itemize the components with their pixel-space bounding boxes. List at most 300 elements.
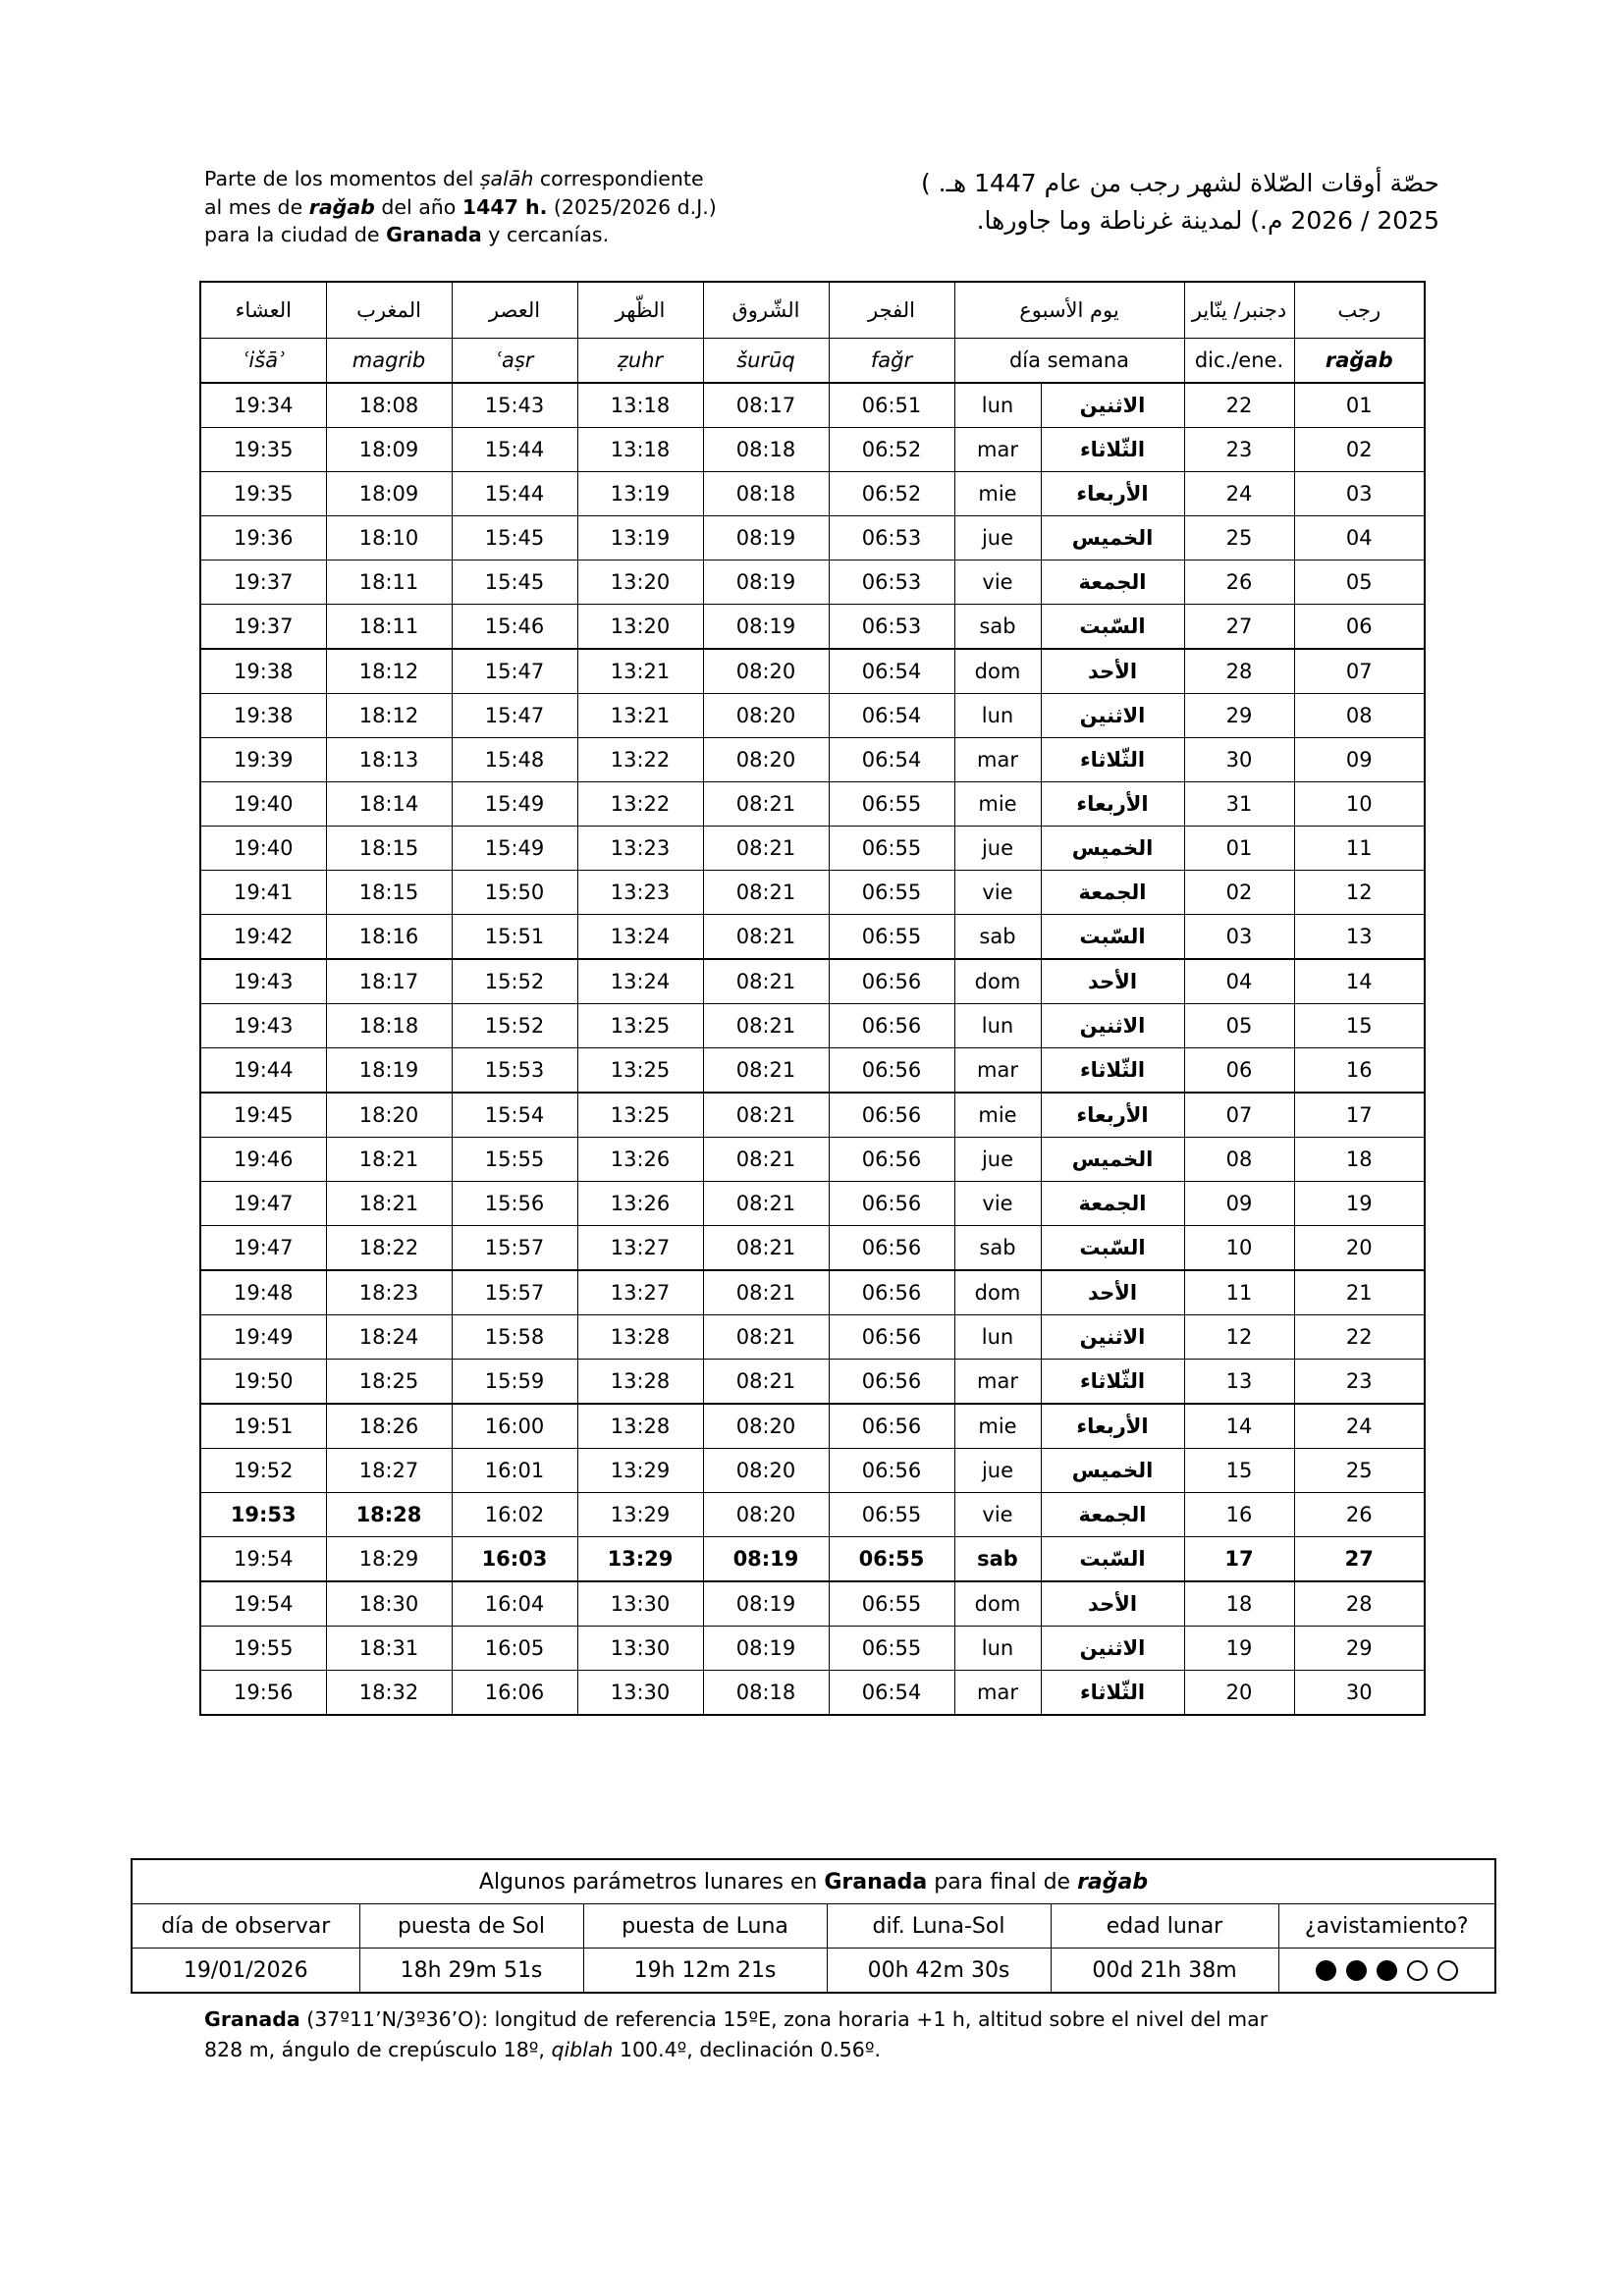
- cell-shuruq: 08:19: [703, 1537, 829, 1582]
- cell-fajr: 06:56: [829, 1004, 954, 1048]
- cell-hijri-date: 21: [1294, 1270, 1425, 1315]
- cell-shuruq: 08:21: [703, 959, 829, 1004]
- cell-magrib: 18:12: [326, 694, 452, 738]
- cell-fajr: 06:56: [829, 1182, 954, 1226]
- cell-gregorian-date: 06: [1184, 1048, 1294, 1094]
- cell-isha: 19:38: [200, 649, 326, 694]
- cell-arabic-day: الاثنين: [1041, 383, 1184, 428]
- visibility-dot-empty: [1437, 1960, 1458, 1981]
- cell-asr: 15:45: [452, 561, 577, 605]
- cell-dia-semana: jue: [954, 827, 1041, 871]
- cell-fajr: 06:54: [829, 694, 954, 738]
- cell-zuhr: 13:24: [577, 915, 703, 960]
- cell-shuruq: 08:20: [703, 649, 829, 694]
- cell-isha: 19:34: [200, 383, 326, 428]
- table-row: [200, 1493, 1425, 1537]
- month-name-rajab: raǧab: [308, 194, 375, 219]
- lunar-header-moon-age: edad lunar: [1051, 1904, 1278, 1949]
- lunar-value-row: [132, 1949, 1495, 1994]
- cell-zuhr: 13:18: [577, 428, 703, 472]
- cell-shuruq: 08:21: [703, 1182, 829, 1226]
- cell-hijri-date: 16: [1294, 1048, 1425, 1094]
- cell-arabic-day: الثّلاثاء: [1041, 1360, 1184, 1405]
- cell-fajr: 06:56: [829, 1404, 954, 1449]
- header-translit-shuruq: šurūq: [703, 339, 829, 384]
- header-translit-dia-semana: día semana: [954, 339, 1184, 384]
- lunar-value-sunset: 18h 29m 51s: [359, 1949, 583, 1994]
- cell-shuruq: 08:20: [703, 1449, 829, 1493]
- lunar-header-visibility: ¿avistamiento?: [1278, 1904, 1495, 1949]
- cell-isha: 19:51: [200, 1404, 326, 1449]
- header-translit-magrib: magrib: [326, 339, 452, 384]
- header-arabic-fajr: الفجر: [829, 282, 954, 339]
- cell-magrib: 18:21: [326, 1138, 452, 1182]
- cell-gregorian-date: 18: [1184, 1581, 1294, 1627]
- cell-hijri-date: 29: [1294, 1627, 1425, 1671]
- cell-isha: 19:53: [200, 1493, 326, 1537]
- cell-zuhr: 13:29: [577, 1449, 703, 1493]
- cell-arabic-day: الاثنين: [1041, 694, 1184, 738]
- cell-zuhr: 13:30: [577, 1671, 703, 1716]
- cell-gregorian-date: 22: [1184, 383, 1294, 428]
- cell-magrib: 18:09: [326, 428, 452, 472]
- cell-dia-semana: sab: [954, 915, 1041, 960]
- lunar-parameters-table: [131, 1858, 1496, 1994]
- cell-arabic-day: الأحد: [1041, 1270, 1184, 1315]
- footer-city: Granada: [204, 2007, 300, 2031]
- cell-zuhr: 13:24: [577, 959, 703, 1004]
- cell-zuhr: 13:29: [577, 1493, 703, 1537]
- cell-gregorian-date: 31: [1184, 782, 1294, 827]
- lunar-value-moon-sun-diff: 00h 42m 30s: [827, 1949, 1051, 1994]
- table-row: [200, 1404, 1425, 1449]
- cell-arabic-day: الخميس: [1041, 1138, 1184, 1182]
- cell-arabic-day: الثّلاثاء: [1041, 1671, 1184, 1716]
- cell-magrib: 18:26: [326, 1404, 452, 1449]
- cell-dia-semana: vie: [954, 1182, 1041, 1226]
- cell-gregorian-date: 26: [1184, 561, 1294, 605]
- cell-zuhr: 13:30: [577, 1627, 703, 1671]
- cell-fajr: 06:52: [829, 472, 954, 516]
- cell-hijri-date: 07: [1294, 649, 1425, 694]
- cell-dia-semana: dom: [954, 1581, 1041, 1627]
- cell-arabic-day: الأحد: [1041, 959, 1184, 1004]
- lunar-title-row: [132, 1859, 1495, 1904]
- header-translit-asr: ʿaṣr: [452, 339, 577, 384]
- cell-zuhr: 13:20: [577, 605, 703, 650]
- cell-dia-semana: mar: [954, 1360, 1041, 1405]
- cell-dia-semana: dom: [954, 1270, 1041, 1315]
- lunar-title-city: Granada: [824, 1869, 928, 1895]
- cell-shuruq: 08:21: [703, 782, 829, 827]
- cell-fajr: 06:56: [829, 1270, 954, 1315]
- cell-isha: 19:43: [200, 959, 326, 1004]
- cell-asr: 16:02: [452, 1493, 577, 1537]
- cell-isha: 19:45: [200, 1093, 326, 1138]
- lunar-parameters-container: [131, 1858, 1494, 1994]
- cell-gregorian-date: 23: [1184, 428, 1294, 472]
- cell-asr: 15:43: [452, 383, 577, 428]
- hijri-year: 1447 h.: [461, 194, 548, 219]
- cell-shuruq: 08:18: [703, 472, 829, 516]
- cell-gregorian-date: 04: [1184, 959, 1294, 1004]
- cell-zuhr: 13:28: [577, 1360, 703, 1405]
- cell-asr: 15:49: [452, 827, 577, 871]
- lunar-title-text-2: para final de: [927, 1869, 1078, 1895]
- lunar-title-month: raǧab: [1077, 1869, 1149, 1895]
- cell-fajr: 06:56: [829, 959, 954, 1004]
- cell-shuruq: 08:19: [703, 605, 829, 650]
- cell-shuruq: 08:21: [703, 1315, 829, 1360]
- cell-magrib: 18:20: [326, 1093, 452, 1138]
- table-row: [200, 1360, 1425, 1405]
- cell-hijri-date: 24: [1294, 1404, 1425, 1449]
- cell-magrib: 18:22: [326, 1226, 452, 1271]
- header-arabic-isha: العشاء: [200, 282, 326, 339]
- cell-gregorian-date: 16: [1184, 1493, 1294, 1537]
- cell-asr: 15:57: [452, 1226, 577, 1271]
- cell-magrib: 18:14: [326, 782, 452, 827]
- table-row: [200, 1449, 1425, 1493]
- salah-term: ṣalāh: [479, 167, 534, 190]
- cell-asr: 15:51: [452, 915, 577, 960]
- cell-fajr: 06:51: [829, 383, 954, 428]
- cell-gregorian-date: 13: [1184, 1360, 1294, 1405]
- cell-fajr: 06:54: [829, 649, 954, 694]
- cell-hijri-date: 27: [1294, 1537, 1425, 1582]
- cell-gregorian-date: 14: [1184, 1404, 1294, 1449]
- header-arabic-arabic-day: يوم الأسبوع: [954, 282, 1184, 339]
- cell-magrib: 18:19: [326, 1048, 452, 1094]
- cell-asr: 15:52: [452, 959, 577, 1004]
- cell-magrib: 18:16: [326, 915, 452, 960]
- cell-isha: 19:56: [200, 1671, 326, 1716]
- cell-magrib: 18:08: [326, 383, 452, 428]
- cell-hijri-date: 20: [1294, 1226, 1425, 1271]
- cell-magrib: 18:32: [326, 1671, 452, 1716]
- cell-magrib: 18:13: [326, 738, 452, 782]
- cell-fajr: 06:55: [829, 871, 954, 915]
- cell-fajr: 06:56: [829, 1449, 954, 1493]
- table-header-row-arabic: [200, 282, 1425, 339]
- cell-isha: 19:50: [200, 1360, 326, 1405]
- cell-dia-semana: jue: [954, 1138, 1041, 1182]
- cell-zuhr: 13:27: [577, 1226, 703, 1271]
- cell-hijri-date: 12: [1294, 871, 1425, 915]
- cell-arabic-day: الأحد: [1041, 1581, 1184, 1627]
- cell-shuruq: 08:19: [703, 1627, 829, 1671]
- cell-gregorian-date: 20: [1184, 1671, 1294, 1716]
- cell-hijri-date: 11: [1294, 827, 1425, 871]
- intro-text-3: al mes de: [204, 194, 309, 219]
- cell-dia-semana: sab: [954, 1537, 1041, 1582]
- lunar-value-observation-day: 19/01/2026: [132, 1949, 359, 1994]
- cell-zuhr: 13:28: [577, 1404, 703, 1449]
- cell-zuhr: 13:22: [577, 738, 703, 782]
- cell-magrib: 18:15: [326, 827, 452, 871]
- cell-fajr: 06:56: [829, 1138, 954, 1182]
- intro-text-6: y cercanías.: [481, 223, 610, 246]
- cell-isha: 19:37: [200, 561, 326, 605]
- cell-hijri-date: 19: [1294, 1182, 1425, 1226]
- table-row: [200, 383, 1425, 428]
- cell-isha: 19:35: [200, 428, 326, 472]
- lunar-title-cell: [132, 1859, 1495, 1904]
- visibility-dot-filled: [1316, 1960, 1336, 1981]
- header-arabic-asr: العصر: [452, 282, 577, 339]
- prayer-times-table: [199, 281, 1426, 1716]
- cell-asr: 15:56: [452, 1182, 577, 1226]
- cell-magrib: 18:12: [326, 649, 452, 694]
- visibility-dot-filled: [1346, 1960, 1367, 1981]
- cell-asr: 15:45: [452, 516, 577, 561]
- header-translit-gregorian-date: dic./ene.: [1184, 339, 1294, 384]
- cell-dia-semana: mar: [954, 428, 1041, 472]
- cell-dia-semana: jue: [954, 516, 1041, 561]
- cell-dia-semana: mie: [954, 1404, 1041, 1449]
- lunar-header-observation-day: día de observar: [132, 1904, 359, 1949]
- cell-magrib: 18:25: [326, 1360, 452, 1405]
- cell-fajr: 06:56: [829, 1315, 954, 1360]
- cell-dia-semana: dom: [954, 959, 1041, 1004]
- cell-zuhr: 13:18: [577, 383, 703, 428]
- table-row: [200, 782, 1425, 827]
- cell-dia-semana: mie: [954, 782, 1041, 827]
- cell-zuhr: 13:30: [577, 1581, 703, 1627]
- header-arabic-zuhr: الظّهر: [577, 282, 703, 339]
- table-header-row-translit: [200, 339, 1425, 384]
- visibility-dot-empty: [1407, 1960, 1428, 1981]
- cell-gregorian-date: 10: [1184, 1226, 1294, 1271]
- intro-text-2: correspondiente: [533, 167, 704, 190]
- cell-arabic-day: الاثنين: [1041, 1627, 1184, 1671]
- cell-fajr: 06:55: [829, 1581, 954, 1627]
- cell-shuruq: 08:21: [703, 1048, 829, 1094]
- cell-dia-semana: mar: [954, 1048, 1041, 1094]
- cell-asr: 16:00: [452, 1404, 577, 1449]
- cell-hijri-date: 26: [1294, 1493, 1425, 1537]
- cell-fajr: 06:53: [829, 561, 954, 605]
- cell-arabic-day: الجمعة: [1041, 1493, 1184, 1537]
- cell-arabic-day: السّبت: [1041, 1537, 1184, 1582]
- cell-shuruq: 08:17: [703, 383, 829, 428]
- header-arabic-magrib: المغرب: [326, 282, 452, 339]
- cell-isha: 19:42: [200, 915, 326, 960]
- cell-fajr: 06:55: [829, 782, 954, 827]
- cell-shuruq: 08:21: [703, 1270, 829, 1315]
- header-translit-rajab: raǧab: [1294, 339, 1425, 384]
- cell-arabic-day: الثّلاثاء: [1041, 1048, 1184, 1094]
- lunar-header-moon-sun-diff: dif. Luna-Sol: [827, 1904, 1051, 1949]
- cell-arabic-day: الثّلاثاء: [1041, 428, 1184, 472]
- cell-zuhr: 13:26: [577, 1138, 703, 1182]
- cell-asr: 15:50: [452, 871, 577, 915]
- intro-spanish-line2: [204, 193, 833, 222]
- cell-asr: 15:55: [452, 1138, 577, 1182]
- cell-zuhr: 13:21: [577, 694, 703, 738]
- cell-arabic-day: الجمعة: [1041, 561, 1184, 605]
- cell-dia-semana: sab: [954, 605, 1041, 650]
- cell-dia-semana: mie: [954, 472, 1041, 516]
- cell-dia-semana: vie: [954, 1493, 1041, 1537]
- table-row: [200, 959, 1425, 1004]
- cell-dia-semana: vie: [954, 871, 1041, 915]
- cell-gregorian-date: 25: [1184, 516, 1294, 561]
- header-arabic-gregorian-date: دجنبر/ ينّاير: [1184, 282, 1294, 339]
- cell-arabic-day: الخميس: [1041, 827, 1184, 871]
- cell-gregorian-date: 15: [1184, 1449, 1294, 1493]
- cell-arabic-day: الاثنين: [1041, 1004, 1184, 1048]
- cell-magrib: 18:10: [326, 516, 452, 561]
- cell-arabic-day: الثّلاثاء: [1041, 738, 1184, 782]
- cell-asr: 15:48: [452, 738, 577, 782]
- intro-block: [0, 165, 1624, 273]
- footer-line2-a: 828 m, ángulo de crepúsculo 18º,: [204, 2038, 552, 2061]
- cell-hijri-date: 09: [1294, 738, 1425, 782]
- cell-magrib: 18:11: [326, 561, 452, 605]
- cell-arabic-day: الاثنين: [1041, 1315, 1184, 1360]
- cell-dia-semana: lun: [954, 1004, 1041, 1048]
- cell-gregorian-date: 01: [1184, 827, 1294, 871]
- cell-isha: 19:41: [200, 871, 326, 915]
- table-row: [200, 1270, 1425, 1315]
- cell-magrib: 18:31: [326, 1627, 452, 1671]
- header-arabic-shuruq: الشّروق: [703, 282, 829, 339]
- intro-text-5: para la ciudad de: [204, 223, 387, 246]
- lunar-header-moonset: puesta de Luna: [583, 1904, 827, 1949]
- cell-asr: 15:57: [452, 1270, 577, 1315]
- cell-zuhr: 13:25: [577, 1004, 703, 1048]
- lunar-header-row: [132, 1904, 1495, 1949]
- cell-fajr: 06:55: [829, 1537, 954, 1582]
- footer-notes: [204, 2004, 1471, 2065]
- cell-arabic-day: السّبت: [1041, 915, 1184, 960]
- cell-zuhr: 13:21: [577, 649, 703, 694]
- cell-dia-semana: lun: [954, 1315, 1041, 1360]
- cell-hijri-date: 01: [1294, 383, 1425, 428]
- table-row: [200, 738, 1425, 782]
- table-row: [200, 1537, 1425, 1582]
- lunar-value-moon-age: 00d 21h 38m: [1051, 1949, 1278, 1994]
- cell-hijri-date: 06: [1294, 605, 1425, 650]
- table-row: [200, 1581, 1425, 1627]
- cell-zuhr: 13:19: [577, 472, 703, 516]
- cell-shuruq: 08:19: [703, 1581, 829, 1627]
- cell-arabic-day: الخميس: [1041, 1449, 1184, 1493]
- cell-fajr: 06:53: [829, 516, 954, 561]
- cell-asr: 15:46: [452, 605, 577, 650]
- cell-shuruq: 08:20: [703, 1493, 829, 1537]
- table-row: [200, 1226, 1425, 1271]
- table-row: [200, 649, 1425, 694]
- cell-hijri-date: 04: [1294, 516, 1425, 561]
- cell-hijri-date: 08: [1294, 694, 1425, 738]
- cell-shuruq: 08:21: [703, 915, 829, 960]
- cell-zuhr: 13:29: [577, 1537, 703, 1582]
- cell-fajr: 06:55: [829, 915, 954, 960]
- cell-magrib: 18:23: [326, 1270, 452, 1315]
- cell-fajr: 06:54: [829, 738, 954, 782]
- table-row: [200, 1048, 1425, 1094]
- visibility-dots: [1311, 1958, 1463, 1982]
- intro-arabic-line1: حصّة أوقات الصّلاة لشهر رجب من عام 1447 هـ. ): [920, 169, 1439, 197]
- cell-gregorian-date: 09: [1184, 1182, 1294, 1226]
- cell-isha: 19:39: [200, 738, 326, 782]
- cell-shuruq: 08:21: [703, 1360, 829, 1405]
- cell-dia-semana: mie: [954, 1093, 1041, 1138]
- cell-magrib: 18:27: [326, 1449, 452, 1493]
- cell-arabic-day: السّبت: [1041, 605, 1184, 650]
- intro-text-4: del año: [374, 194, 462, 219]
- cell-shuruq: 08:18: [703, 1671, 829, 1716]
- cell-dia-semana: lun: [954, 383, 1041, 428]
- cell-zuhr: 13:25: [577, 1048, 703, 1094]
- cell-asr: 15:59: [452, 1360, 577, 1405]
- cell-isha: 19:54: [200, 1581, 326, 1627]
- cell-asr: 15:52: [452, 1004, 577, 1048]
- cell-isha: 19:55: [200, 1627, 326, 1671]
- table-row: [200, 1182, 1425, 1226]
- cell-isha: 19:43: [200, 1004, 326, 1048]
- table-row: [200, 1138, 1425, 1182]
- cell-isha: 19:44: [200, 1048, 326, 1094]
- cell-magrib: 18:28: [326, 1493, 452, 1537]
- cell-zuhr: 13:26: [577, 1182, 703, 1226]
- cell-gregorian-date: 07: [1184, 1093, 1294, 1138]
- cell-shuruq: 08:20: [703, 694, 829, 738]
- cell-zuhr: 13:19: [577, 516, 703, 561]
- cell-fajr: 06:56: [829, 1093, 954, 1138]
- cell-magrib: 18:30: [326, 1581, 452, 1627]
- cell-hijri-date: 18: [1294, 1138, 1425, 1182]
- intro-spanish: [204, 165, 833, 249]
- cell-arabic-day: الجمعة: [1041, 871, 1184, 915]
- lunar-header-sunset: puesta de Sol: [359, 1904, 583, 1949]
- cell-dia-semana: sab: [954, 1226, 1041, 1271]
- header-translit-isha: ʿišāʾ: [200, 339, 326, 384]
- table-row: [200, 1671, 1425, 1716]
- cell-fajr: 06:56: [829, 1048, 954, 1094]
- cell-hijri-date: 10: [1294, 782, 1425, 827]
- cell-magrib: 18:11: [326, 605, 452, 650]
- cell-dia-semana: lun: [954, 1627, 1041, 1671]
- cell-gregorian-date: 19: [1184, 1627, 1294, 1671]
- cell-zuhr: 13:23: [577, 827, 703, 871]
- cell-arabic-day: السّبت: [1041, 1226, 1184, 1271]
- cell-gregorian-date: 11: [1184, 1270, 1294, 1315]
- table-row: [200, 1627, 1425, 1671]
- cell-asr: 15:44: [452, 472, 577, 516]
- cell-isha: 19:54: [200, 1537, 326, 1582]
- header-translit-zuhr: ẓuhr: [577, 339, 703, 384]
- cell-asr: 16:01: [452, 1449, 577, 1493]
- cell-dia-semana: mar: [954, 738, 1041, 782]
- cell-gregorian-date: 08: [1184, 1138, 1294, 1182]
- cell-gregorian-date: 02: [1184, 871, 1294, 915]
- cell-isha: 19:47: [200, 1182, 326, 1226]
- city-name: Granada: [386, 223, 482, 246]
- cell-fajr: 06:53: [829, 605, 954, 650]
- cell-isha: 19:38: [200, 694, 326, 738]
- cell-hijri-date: 22: [1294, 1315, 1425, 1360]
- cell-zuhr: 13:25: [577, 1093, 703, 1138]
- cell-fajr: 06:55: [829, 1627, 954, 1671]
- cell-isha: 19:40: [200, 782, 326, 827]
- cell-arabic-day: الأربعاء: [1041, 1404, 1184, 1449]
- cell-gregorian-date: 05: [1184, 1004, 1294, 1048]
- cell-hijri-date: 03: [1294, 472, 1425, 516]
- cell-magrib: 18:21: [326, 1182, 452, 1226]
